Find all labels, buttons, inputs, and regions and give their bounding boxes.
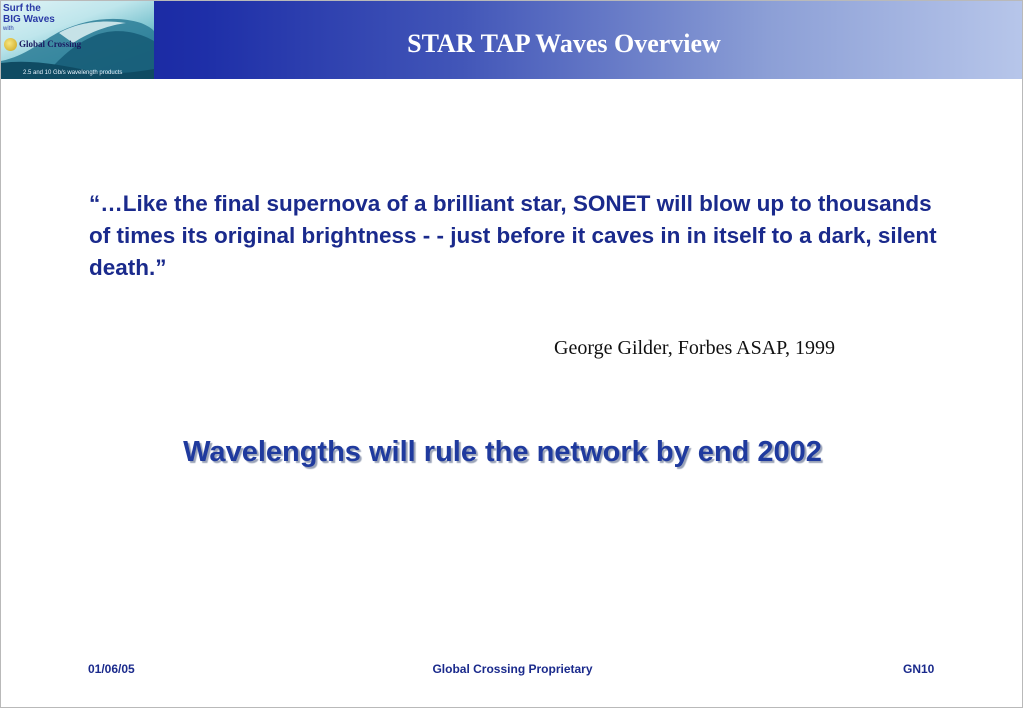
quote-attribution: George Gilder, Forbes ASAP, 1999 <box>554 337 836 359</box>
logo-with: with <box>3 26 14 32</box>
slide-title: STAR TAP Waves Overview <box>407 29 721 58</box>
logo-line-2: BIG Waves <box>3 14 55 25</box>
logo-headline <box>3 3 55 25</box>
global-crossing-globe-icon <box>4 38 17 51</box>
footer-code: GN10 <box>903 662 935 676</box>
footer-proprietary: Global Crossing Proprietary <box>432 662 593 676</box>
quote-text: “…Like the final supernova of a brilliant star, SONET will blow up to thousands of times its original brightness - - just before it caves in in itself to a dark, silent death.” <box>89 191 937 280</box>
headline-statement: Wavelengths will rule the network by end 2002 <box>183 436 822 468</box>
header-banner <box>1 1 1023 79</box>
logo-brand: Global Crossing <box>19 39 82 49</box>
footer-date: 01/06/05 <box>88 662 135 676</box>
logo-tagline: 2.5 and 10 Gb/s wavelength products <box>23 70 123 76</box>
surf-big-waves-logo <box>1 1 154 79</box>
logo-line-1: Surf the <box>3 3 41 14</box>
